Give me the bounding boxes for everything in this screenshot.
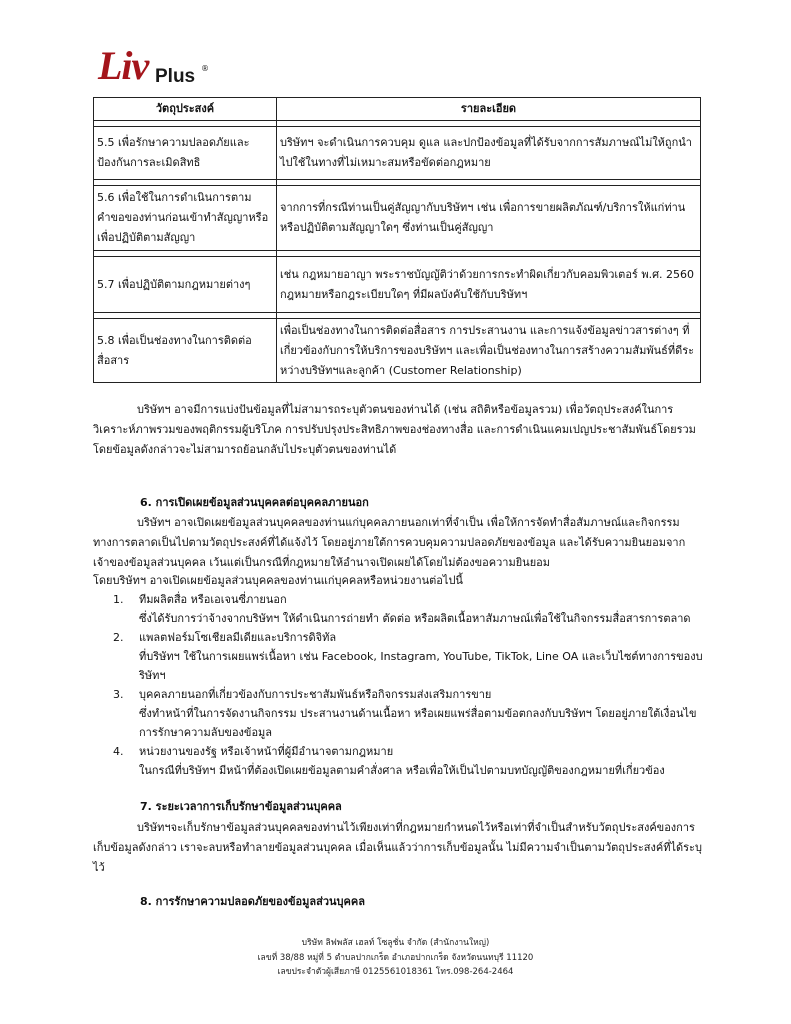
footer-company: บริษัท ลิฟพลัส เฮลท์ โซลูชั่น จำกัด (สำนักงานใหญ่) [301,938,490,948]
list-item-desc: ที่บริษัทฯ ใช้ในการเผยแพร่เนื้อหา เช่น Facebook, Instagram, YouTube, TikTok, Line OA และเว็บไซต์ทางการของบริษัทฯ [139,650,703,682]
detail-cell: บริษัทฯ จะดำเนินการควบคุม ดูแล และปกป้องข้อมูลที่ได้รับจากการสัมภาษณ์ไม่ให้ถูกนำไปใช้ในทางที่ไม่เหมาะสมหรือขัดต่อกฎหมาย [277,127,701,180]
list-item-title: ทีมผลิตสื่อ หรือเอเจนซี่ภายนอก [139,593,287,606]
table-row [94,127,701,180]
list-item-title: แพลตฟอร์มโซเชียลมีเดียและบริการดิจิทัล [139,631,337,644]
purpose-cell: 5.8 เพื่อเป็นช่องทางในการติดต่อสื่อสาร [94,319,277,383]
page-footer [0,936,791,980]
section-8-title: 8. การรักษาความปลอดภัยของข้อมูลส่วนบุคคล [140,895,366,908]
section-6-lead: โดยบริษัทฯ อาจเปิดเผยข้อมูลส่วนบุคคลของท่านแก่บุคคลหรือหน่วยงานต่อไปนี้ [93,574,463,587]
list-item-title: หน่วยงานของรัฐ หรือเจ้าหน้าที่ผู้มีอำนาจตามกฎหมาย [139,745,394,758]
header-detail: รายละเอียด [277,98,701,121]
list-number: 3. [113,688,124,701]
table-row [94,319,701,383]
list-item [113,742,703,780]
purpose-cell: 5.6 เพื่อใช้ในการดำเนินการตามคำขอของท่านก่อนเข้าทำสัญญาหรือเพื่อปฏิบัติตามสัญญา [94,186,277,251]
table-row [94,186,701,251]
logo-reg: ® [201,64,209,73]
list-item-title: บุคคลภายนอกที่เกี่ยวข้องกับการประชาสัมพันธ์หรือกิจกรรมส่งเสริมการขาย [139,688,492,701]
purpose-cell: 5.5 เพื่อรักษาความปลอดภัยและป้องกันการละเมิดสิทธิ [94,127,277,180]
logo-main: Liv [98,43,149,88]
list-item [113,628,703,685]
section-7-body: บริษัทฯจะเก็บรักษาข้อมูลส่วนบุคคลของท่านไว้เพียงเท่าที่กฎหมายกำหนดไว้หรือเท่าที่จำเป็นสำหรับวัตถุประสงค์ของการเก็บข้อมูลดังกล่าว เราจะลบหรือทำลายข้อมูลส่วนบุคคล เมื่อเห็นแล้วว่าการเก็บข้อมูลนั้น ไม่มีความจำเป็นตามวัตถุประสงค์ที่ได้ระบุไว้ [93,821,702,874]
header-purpose: วัตถุประสงค์ [94,98,277,121]
list-item [113,590,703,628]
intro-paragraph: บริษัทฯ อาจมีการแบ่งปันข้อมูลที่ไม่สามารถระบุตัวตนของท่านได้ (เช่น สถิติหรือข้อมูลรวม) เพื่อวัตถุประสงค์ในการวิเคราะห์ภาพรวมของพฤติกรรมผู้บริโภค การปรับปรุงประสิทธิภาพของช่องทางสื่อ และการดำเนินแคมเปญประชาสัมพันธ์โดยรวม โดยข้อมูลดังกล่าวจะไม่สามารถย้อนกลับไประบุตัวตนของท่านได้ [93,403,696,456]
company-logo [98,42,213,94]
detail-cell: เช่น กฎหมายอาญา พระราชบัญญัติว่าด้วยการกระทำผิดเกี่ยวกับคอมพิวเตอร์ พ.ศ. 2560 กฎหมายหรือกฎระเบียบใดๆ ที่มีผลบังคับใช้กับบริษัทฯ [277,257,701,313]
list-item [113,685,703,742]
purpose-cell: 5.7 เพื่อปฏิบัติตามกฎหมายต่างๆ [94,257,277,313]
list-number: 1. [113,593,124,606]
footer-tax-phone: เลขประจำตัวผู้เสียภาษี 0125561018361 โทร.098-264-2464 [277,967,514,977]
detail-cell: เพื่อเป็นช่องทางในการติดต่อสื่อสาร การประสานงาน และการแจ้งข้อมูลข่าวสารต่างๆ ที่เกี่ยวข้องกับการให้บริการของบริษัทฯ และเพื่อเป็นช่องทางในการสร้างความสัมพันธ์ที่ดีระหว่างบริษัทฯและลูกค้า (Customer Relationship) [277,319,701,383]
list-number: 4. [113,745,124,758]
list-item-desc: ในกรณีที่บริษัทฯ มีหน้าที่ต้องเปิดเผยข้อมูลตามคำสั่งศาล หรือเพื่อให้เป็นไปตามบทบัญญัติของกฎหมายที่เกี่ยวข้อง [139,764,665,777]
disclosure-list [113,590,703,780]
table-row [94,257,701,313]
list-item-desc: ซึ่งทำหน้าที่ในการจัดงานกิจกรรม ประสานงานด้านเนื้อหา หรือเผยแพร่สื่อตามข้อตกลงกับบริษัทฯ โดยอยู่ภายใต้เงื่อนไขการรักษาความลับของข้อมูล [139,707,697,739]
logo-sub: Plus [155,66,196,87]
section-6-title: 6. การเปิดเผยข้อมูลส่วนบุคคลต่อบุคคลภายนอก [140,496,369,509]
section-7-title: 7. ระยะเวลาการเก็บรักษาข้อมูลส่วนบุคคล [140,800,342,813]
purpose-table [93,97,701,383]
section-6-body: บริษัทฯ อาจเปิดเผยข้อมูลส่วนบุคคลของท่านแก่บุคคลภายนอกเท่าที่จำเป็น เพื่อให้การจัดทำสื่อสัมภาษณ์และกิจกรรมทางการตลาดเป็นไปตามวัตถุประสงค์ที่ได้แจ้งไว้ โดยอยู่ภายใต้การควบคุมความปลอดภัยของข้อมูล และได้รับความยินยอมจากเจ้าของข้อมูลส่วนบุคคล เว้นแต่เป็นกรณีที่กฎหมายให้อำนาจเปิดเผยได้โดยไม่ต้องขอความยินยอม [93,516,686,569]
detail-cell: จากการที่กรณีท่านเป็นคู่สัญญากับบริษัทฯ เช่น เพื่อการขายผลิตภัณฑ์/บริการให้แก่ท่าน หรือปฏิบัติตามสัญญาใดๆ ซึ่งท่านเป็นคู่สัญญา [277,186,701,251]
footer-address: เลขที่ 38/88 หมู่ที่ 5 ตำบลปากเกร็ด อำเภอปากเกร็ด จังหวัดนนทบุรี 11120 [257,952,534,963]
list-item-desc: ซึ่งได้รับการว่าจ้างจากบริษัทฯ ให้ดำเนินการถ่ายทำ ตัดต่อ หรือผลิตเนื้อหาสัมภาษณ์เพื่อใช้ในกิจกรรมสื่อสารการตลาด [139,612,691,625]
list-number: 2. [113,631,124,644]
